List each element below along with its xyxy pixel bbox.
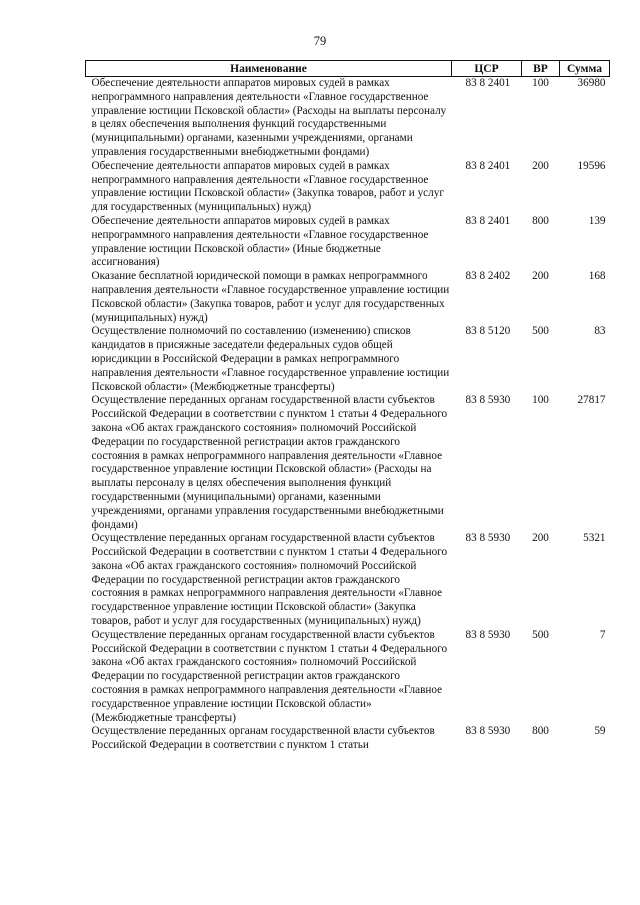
row-name: Осуществление переданных органам государственной власти субъектов Российской Федерации в соответствии с пунктом 1 статьи 4 Федерального закона «Об актах гражданского состояния» полномочий Российской Федерации по государственной регистрации актов гражданского состояния в рамках непрограммного направления деятельности «Главное государственное управление юстиции Псковской области» (Межбюджетные трансферты) xyxy=(91,628,448,724)
table-row xyxy=(86,215,610,270)
row-sum: 139 xyxy=(588,214,606,227)
row-sum: 168 xyxy=(588,270,606,283)
row-sum: 19596 xyxy=(577,159,606,172)
row-vr: 800 xyxy=(532,214,549,227)
row-csr: 83 8 2401 xyxy=(465,77,511,89)
row-csr: 83 8 2401 xyxy=(465,159,511,172)
row-name: Оказание бесплатной юридической помощи в рамках непрограммного направления деятельности «Главное государственное управление юстиции Псковской области» (Закупка товаров, работ и услуг для государственных (муниципальных) нужд) xyxy=(91,270,450,324)
table-row xyxy=(86,629,610,726)
row-csr: 83 8 5930 xyxy=(465,628,511,641)
row-sum: 59 xyxy=(594,725,606,738)
budget-table xyxy=(85,60,610,753)
row-name: Обеспечение деятельности аппаратов мировых судей в рамках непрограммного направления деятельности «Главное государственное управление юстиции Псковской области» (Закупка товаров, работ и услуг для государственных (муниципальных) нужд) xyxy=(91,159,444,214)
row-sum: 83 xyxy=(594,325,606,338)
row-sum: 5321 xyxy=(583,532,606,545)
table-row xyxy=(86,325,610,394)
header-sum: Сумма xyxy=(560,61,610,77)
row-sum: 36980 xyxy=(577,77,606,89)
table-row xyxy=(86,725,610,753)
header-vr: ВР xyxy=(522,61,560,77)
row-name: Обеспечение деятельности аппаратов мировых судей в рамках непрограммного направления деятельности «Главное государственное управление юстиции Псковской области» (Расходы на выплаты персоналу в целях обеспечения выполнения функций государственными (муниципальными) органами, казенными учреждениями, органами управления государственными внебюджетными фондами) xyxy=(91,77,447,158)
row-csr: 83 8 2402 xyxy=(465,270,511,283)
header-name: Наименование xyxy=(86,61,452,77)
row-sum: 27817 xyxy=(577,394,606,407)
row-name: Осуществление переданных органам государственной власти субъектов Российской Федерации в соответствии с пунктом 1 статьи 4 Федерального закона «Об актах гражданского состояния» полномочий Российской Федерации по государственной регистрации актов гражданского состояния в рамках непрограммного направления деятельности «Главное государственное управление юстиции Псковской области» (Закупка товаров, работ и услуг для государственных (муниципальных) нужд) xyxy=(91,532,448,628)
row-csr: 83 8 5930 xyxy=(465,532,511,545)
table-row xyxy=(86,532,610,629)
row-name: Осуществление переданных органам государственной власти субъектов Российской Федерации в соответствии с пунктом 1 статьи 4 Федерального закона «Об актах гражданского состояния» полномочий Российской Федерации по государственной регистрации актов гражданского состояния в рамках непрограммного направления деятельности «Главное государственное управление юстиции Псковской области» (Расходы на выплаты персоналу в целях обеспечения выполнения функций государственными (муниципальными) органами, казенными учреждениями, органами управления государственными внебюджетными фондами) xyxy=(91,394,448,531)
row-vr: 500 xyxy=(532,325,549,338)
row-vr: 800 xyxy=(532,725,549,738)
row-csr: 83 8 5930 xyxy=(465,725,511,738)
table-header-row xyxy=(86,61,610,77)
table-row xyxy=(86,270,610,325)
table-row xyxy=(86,394,610,532)
row-csr: 83 8 2401 xyxy=(465,214,511,227)
row-name: Осуществление полномочий по составлению (изменению) списков кандидатов в присяжные заседатели федеральных судов общей юрисдикции в Российской Федерации в рамках непрограммного направления деятельности «Главное государственное управление юстиции Псковской области» (Межбюджетные трансферты) xyxy=(91,325,450,393)
row-sum: 7 xyxy=(599,628,606,641)
table-row xyxy=(86,77,610,160)
row-vr: 200 xyxy=(532,270,549,283)
row-vr: 200 xyxy=(532,159,549,172)
header-csr: ЦСР xyxy=(452,61,522,77)
page-number: 79 xyxy=(313,34,327,48)
row-name: Обеспечение деятельности аппаратов мировых судей в рамках непрограммного направления деятельности «Главное государственное управление юстиции Псковской области» (Иные бюджетные ассигнования) xyxy=(91,214,429,269)
row-vr: 200 xyxy=(532,532,549,545)
row-name: Осуществление переданных органам государственной власти субъектов Российской Федерации в соответствии с пунктом 1 статьи xyxy=(91,725,435,752)
row-csr: 83 8 5120 xyxy=(465,325,511,338)
table-row xyxy=(86,160,610,215)
row-vr: 100 xyxy=(532,77,549,89)
row-csr: 83 8 5930 xyxy=(465,394,511,407)
row-vr: 100 xyxy=(532,394,549,407)
row-vr: 500 xyxy=(532,628,549,641)
